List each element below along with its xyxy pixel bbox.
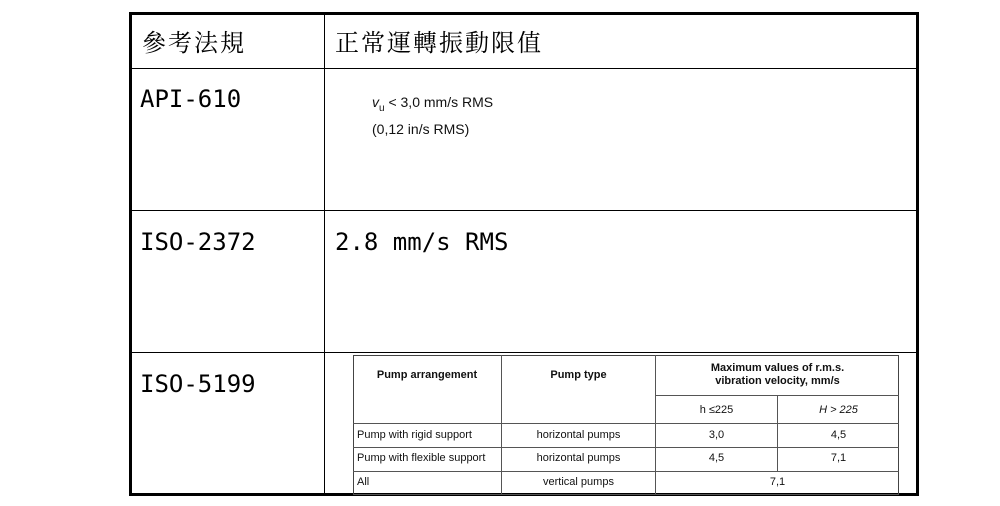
header-regulation: 參考法規	[142, 29, 246, 57]
iso-5199-table	[353, 355, 899, 495]
header-pump-type: Pump type	[550, 369, 607, 381]
iso-row-h-gt: 7,1	[830, 452, 847, 464]
iso-row-type: horizontal pumps	[536, 452, 621, 464]
header-h-le-225: h ≤225	[699, 404, 734, 416]
header-max-values-line2: vibration velocity, mm/s	[715, 375, 840, 387]
iso-row-type: vertical pumps	[543, 476, 614, 488]
api-610-limit-line1	[372, 93, 493, 118]
regulation-table	[129, 12, 919, 496]
velocity-symbol: v	[372, 94, 379, 110]
row-code-api-610: API-610	[140, 85, 242, 113]
iso-row-h-gt: 4,5	[830, 429, 847, 441]
row-code-iso-5199: ISO-5199	[140, 370, 256, 398]
iso-row-arrangement: All	[357, 476, 370, 488]
api-610-limit-value: < 3,0 mm/s RMS	[384, 94, 494, 110]
header-pump-arrangement: Pump arrangement	[376, 369, 478, 381]
velocity-subscript: u	[379, 102, 385, 114]
row-code-iso-2372: ISO-2372	[140, 228, 256, 256]
iso-row-merged-value: 7,1	[769, 476, 786, 488]
header-vibration-limit: 正常運轉振動限值	[335, 29, 543, 57]
iso-2372-limit: 2.8 mm/s RMS	[335, 228, 509, 256]
iso-row-h-le: 3,0	[708, 429, 725, 441]
iso-row-arrangement: Pump with rigid support	[357, 429, 472, 441]
row-divider	[132, 352, 916, 353]
iso-row-type: horizontal pumps	[536, 429, 621, 441]
iso-row-h-le: 4,5	[708, 452, 725, 464]
column-divider	[324, 15, 325, 493]
row-divider	[132, 210, 916, 211]
api-610-limit-line2: (0,12 in/s RMS)	[372, 121, 470, 137]
iso-row-arrangement: Pump with flexible support	[357, 452, 486, 464]
row-divider	[132, 68, 916, 69]
header-max-values-line1: Maximum values of r.m.s.	[710, 362, 845, 374]
header-h-gt-225: H > 225	[819, 404, 858, 416]
